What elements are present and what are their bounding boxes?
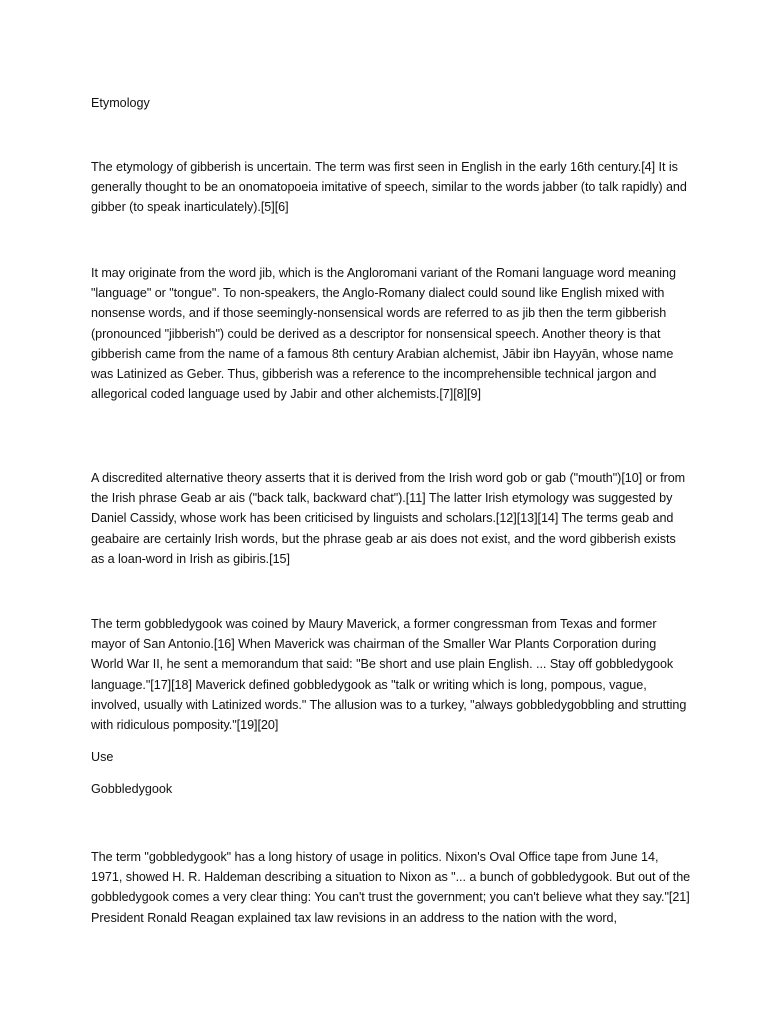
heading-gobbledygook: Gobbledygook bbox=[91, 782, 173, 796]
paragraph-etymology-origin: The etymology of gibberish is uncertain. The term was first seen in English in the early 16th century.[4] It is generally thought to be an onomatopoeia imitative of speech, similar to the words jabber (to talk rapidly) and gibber (to speak inarticulately).[5][6] bbox=[91, 160, 687, 215]
paragraph-gobbledygook-origin: The term gobbledygook was coined by Maury Maverick, a former congressman from Texas and former mayor of San Antonio.[16] When Maverick was chairman of the Smaller War Plants Corporation during World War II, he sent a memorandum that said: "Be short and use plain English. ... Stay off gobbledygook language."[17][18] Maverick defined gobbledygook as "talk or writing which is long, pompous, vague, involved, usually with Latinized words." The allusion was to a turkey, "always gobbledygobbling and strutting with ridiculous pomposity."[19][20] bbox=[91, 617, 687, 733]
paragraph-gobbledygook-politics: The term "gobbledygook" has a long history of usage in politics. Nixon's Oval Office tape from June 14, 1971, showed H. R. Haldeman describing a situation to Nixon as "... a bunch of gobbledygook. But out of the gobbledygook comes a very clear thing: You can't trust the government; you can't believe what they say."[21] President Ronald Reagan explained tax law revisions in an address to the nation with the word, bbox=[91, 850, 691, 925]
paragraph-jib-theory: It may originate from the word jib, which is the Angloromani variant of the Romani language word meaning "language" or "tongue". To non-speakers, the Anglo-Romany dialect could sound like English mixed with nonsense words, and if those seemingly-nonsensical words are referred to as jib then the term gibberish (pronounced "jibberish") could be derived as a descriptor for nonsensical speech. Another theory is that gibberish came from the name of a famous 8th century Arabian alchemist, Jābir ibn Hayyān, whose name was Latinized as Geber. Thus, gibberish was a reference to the incomprehensible technical jargon and allegorical coded language used by Jabir and other alchemists.[7][8][9] bbox=[91, 266, 676, 402]
heading-etymology: Etymology bbox=[91, 96, 150, 110]
heading-use: Use bbox=[91, 750, 114, 764]
paragraph-irish-theory: A discredited alternative theory asserts that it is derived from the Irish word gob or gab ("mouth")[10] or from the Irish phrase Geab ar ais ("back talk, backward chat").[11] The latter Irish etymology was suggested by Daniel Cassidy, whose work has been criticised by linguists and scholars.[12][13][14] The terms geab and geabaire are certainly Irish words, but the phrase geab ar ais does not exist, and the word gibberish exists as a loan-word in Irish as gibiris.[15] bbox=[91, 471, 686, 566]
